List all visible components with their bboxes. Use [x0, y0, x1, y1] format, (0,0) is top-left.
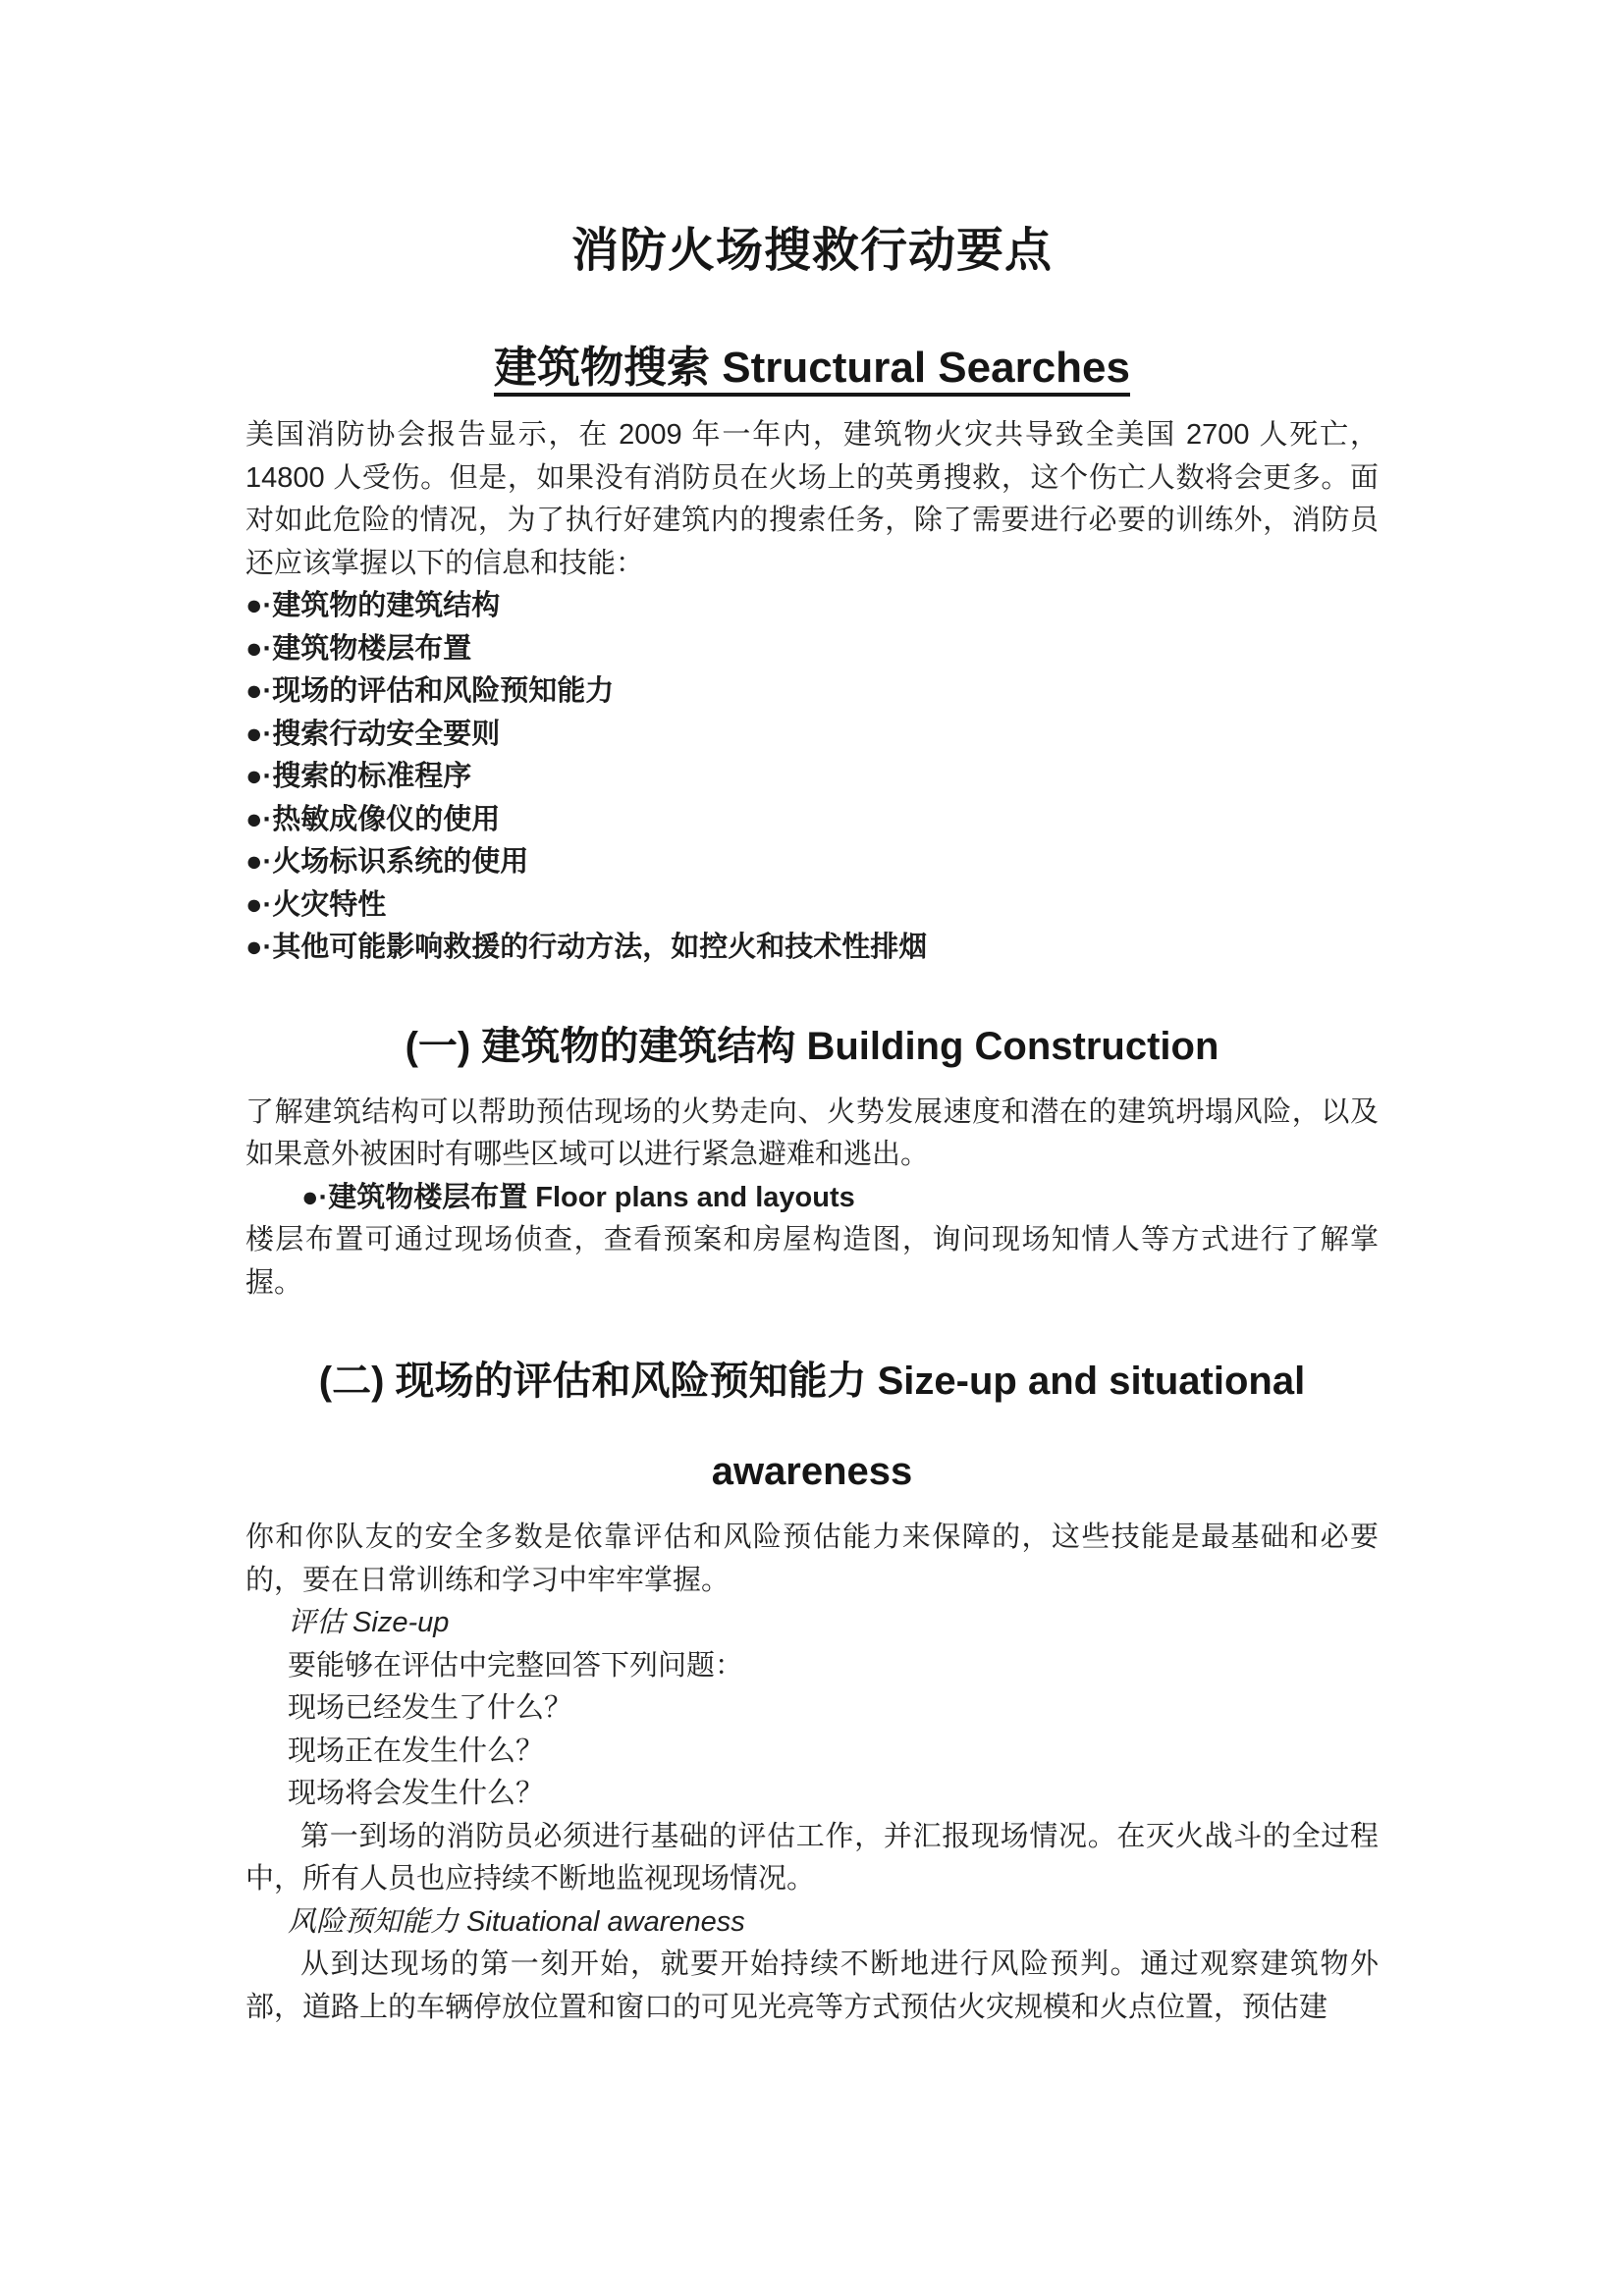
- bullet-item: [245, 841, 1379, 884]
- bullet-marker: ●·: [301, 1181, 329, 1213]
- section-2-paragraph: 你和你队友的安全多数是依靠评估和风险预估能力来保障的，这些技能是最基础和必要的，要在日常训练和学习中牢牢掌握。: [245, 1522, 1379, 1596]
- bullet-marker: ●·: [245, 803, 273, 835]
- document-title: 消防火场搜救行动要点: [570, 225, 1053, 277]
- bullet-item-label: 搜索行动安全要则: [272, 718, 501, 750]
- bullet-item: [245, 585, 1379, 628]
- bullet-marker: ●·: [245, 718, 273, 750]
- section-1-heading: (一) 建筑物的建筑结构 Building Construction: [405, 1024, 1219, 1068]
- bullet-marker: ●·: [245, 932, 273, 963]
- bullet-item-label: 建筑物楼层布置 Floor plans and layouts: [328, 1181, 855, 1213]
- sizeup-label: 评估 Size-up: [288, 1607, 450, 1638]
- bullet-item: [245, 927, 1379, 970]
- bullet-item: [245, 756, 1379, 799]
- section-1-paragraph: 楼层布置可通过现场侦查，查看预案和房屋构造图，询问现场知情人等方式进行了解掌握。: [245, 1224, 1379, 1299]
- bullet-marker: ●·: [245, 632, 273, 665]
- skills-bullet-list: [245, 585, 1379, 970]
- bullet-item: [245, 628, 1379, 671]
- bullet-item-label: 搜索的标准程序: [272, 761, 472, 792]
- question-line: 现场正在发生什么？: [288, 1735, 545, 1767]
- bullet-item-label: 火灾特性: [272, 888, 387, 921]
- bullet-marker: ●·: [245, 846, 273, 878]
- intro-paragraph: 美国消防协会报告显示，在 2009 年一年内，建筑物火灾共导致全美国 2700 人死亡，14800 人受伤。但是，如果没有消防员在火场上的英勇搜救，这个伤亡人数将会更多。面对如此危险的情况，为了执行好建筑内的搜索任务，除了需要进行必要的训练外，消防员还应该掌握以下的信息和技能：: [245, 419, 1379, 579]
- bullet-item: [245, 670, 1379, 714]
- bullet-item-label: 其他可能影响救援的行动方法，如控火和技术性排烟: [272, 932, 928, 963]
- bullet-item: [245, 884, 1379, 928]
- bullet-marker: ●·: [245, 888, 273, 921]
- bullet-item-label: 火场标识系统的使用: [272, 846, 529, 878]
- bullet-item-label: 建筑物的建筑结构: [272, 590, 501, 621]
- section-2-heading: (二) 现场的评估和风险预知能力 Size-up and situational awareness: [318, 1360, 1306, 1493]
- document-subtitle: [245, 342, 1379, 395]
- bullet-item-label: 热敏成像仪的使用: [272, 803, 501, 835]
- bullet-item: [245, 714, 1379, 757]
- section-1-paragraph: 了解建筑结构可以帮助预估现场的火势走向、火势发展速度和潜在的建筑坍塌风险，以及如果意外被困时有哪些区域可以进行紧急避难和逃出。: [245, 1095, 1379, 1170]
- bullet-item: [245, 799, 1379, 842]
- bullet-item-label: 现场的评估和风险预知能力: [272, 675, 615, 707]
- question-intro-line: 要能够在评估中完整回答下列问题：: [288, 1649, 744, 1682]
- bullet-marker: ●·: [245, 761, 273, 792]
- question-line: 现场已经发生了什么？: [288, 1692, 573, 1724]
- section-1-bullet-item: [245, 1177, 1379, 1220]
- section-2-paragraph: 第一到场的消防员必须进行基础的评估工作，并汇报现场情况。在灭火战斗的全过程中，所有人员也应持续不断地监视现场情况。: [245, 1820, 1379, 1895]
- bullet-item-label: 建筑物楼层布置: [272, 632, 472, 665]
- question-line: 现场将会发生什么？: [288, 1778, 545, 1809]
- bullet-marker: ●·: [245, 675, 273, 707]
- bullet-marker: ●·: [245, 590, 273, 621]
- section-2-paragraph: 从到达现场的第一刻开始，就要开始持续不断地进行风险预判。通过观察建筑物外部，道路上的车辆停放位置和窗口的可见光亮等方式预估火灾规模和火点位置，预估建: [245, 1949, 1379, 2023]
- document-subtitle-text: 建筑物搜索 Structural Searches: [494, 344, 1130, 397]
- awareness-label: 风险预知能力 Situational awareness: [288, 1905, 745, 1938]
